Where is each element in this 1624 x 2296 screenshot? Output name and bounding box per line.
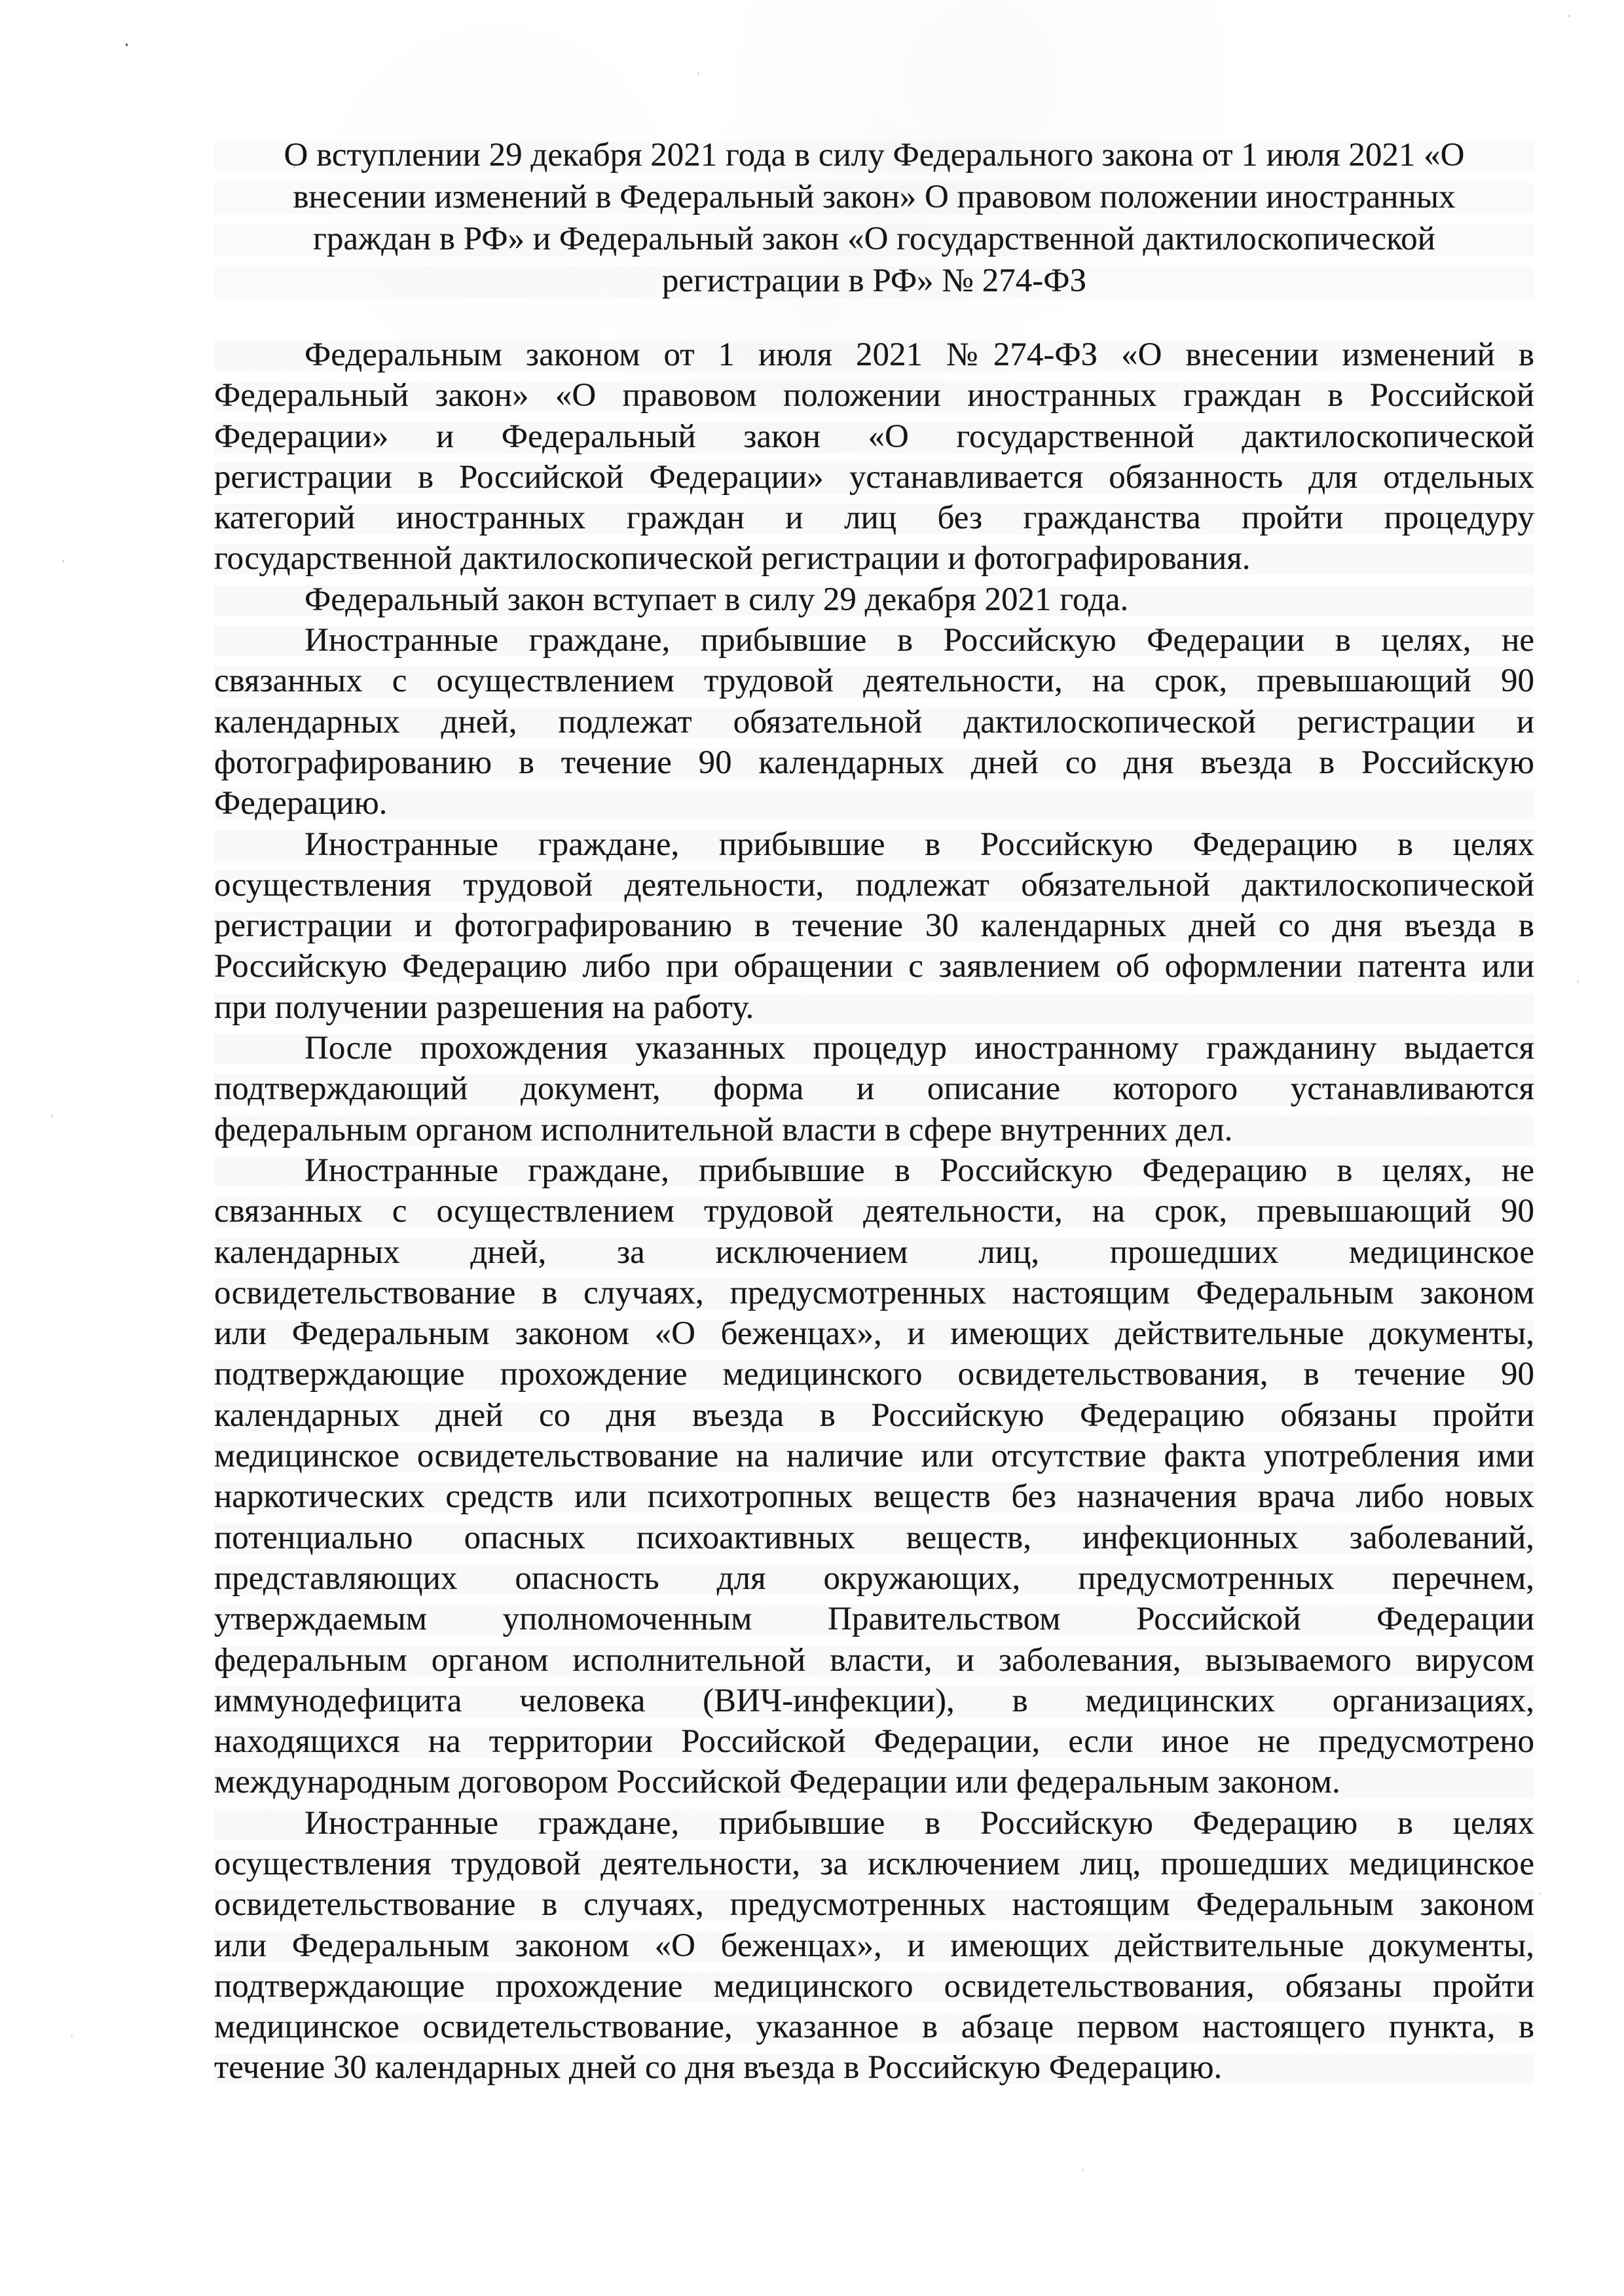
paragraph-2	[214, 579, 1534, 620]
document-content	[214, 134, 1534, 2088]
paragraph-7-line-4: или Федеральным законом «О беженцах», и имеющих действительные документы,	[214, 1925, 1534, 1966]
paragraph-3-line-4: фотографированию в течение 90 календарных дней со дня въезда в Российскую	[214, 742, 1534, 783]
paragraph-6-line-8: медицинское освидетельствование на наличие или отсутствие факта употребления ими	[214, 1436, 1534, 1476]
paragraph-3-line-3: календарных дней, подлежат обязательной дактилоскопической регистрации и	[214, 702, 1534, 742]
paragraph-6-line-7: календарных дней со дня въезда в Российскую Федерацию обязаны пройти	[214, 1395, 1534, 1436]
paragraph-7-line-1: Иностранные граждане, прибывшие в Российскую Федерацию в целях	[214, 1803, 1534, 1844]
title-line-2: внесении изменений в Федеральный закон» О правовом положении иностранных	[214, 176, 1534, 218]
paragraph-1-line-5: категорий иностранных граждан и лиц без гражданства пройти процедуру	[214, 498, 1534, 538]
paragraph-6-line-15: находящихся на территории Российской Федерации, если иное не предусмотрено	[214, 1721, 1534, 1762]
paragraph-3	[214, 620, 1534, 824]
paragraph-6-line-4: освидетельствование в случаях, предусмотренных настоящим Федеральным законом	[214, 1273, 1534, 1313]
paragraph-6-line-1: Иностранные граждане, прибывшие в Российскую Федерацию в целях, не	[214, 1150, 1534, 1191]
paragraph-5	[214, 1028, 1534, 1150]
paragraph-6-line-14: иммунодефицита человека (ВИЧ-инфекции), в медицинских организациях,	[214, 1681, 1534, 1721]
paragraph-6-line-13: федеральным органом исполнительной власти, и заболевания, вызываемого вирусом	[214, 1640, 1534, 1681]
title-line-3: граждан в РФ» и Федеральный закон «О государственной дактилоскопической	[214, 218, 1534, 260]
scan-artifacts	[0, 0, 2, 3]
paragraph-7	[214, 1803, 1534, 2088]
paragraph-2-line-1: Федеральный закон вступает в силу 29 декабря 2021 года.	[214, 579, 1534, 620]
paragraph-3-line-5: Федерацию.	[214, 783, 1534, 824]
paragraph-1-line-1: Федеральным законом от 1 июля 2021 №274-ФЗ «О внесении изменений в	[214, 335, 1534, 375]
paragraph-6	[214, 1150, 1534, 1803]
paragraph-6-line-6: подтверждающие прохождение медицинского освидетельствования, в течение 90	[214, 1354, 1534, 1394]
paragraph-4-line-4: Российскую Федерацию либо при обращении с заявлением об оформлении патента или	[214, 946, 1534, 987]
paragraph-6-line-5: или Федеральным законом «О беженцах», и имеющих действительные документы,	[214, 1313, 1534, 1354]
paragraph-4-line-3: регистрации и фотографированию в течение 30 календарных дней со дня въезда в	[214, 905, 1534, 946]
paragraph-6-line-2: связанных с осуществлением трудовой деятельности, на срок, превышающий 90	[214, 1191, 1534, 1231]
paragraph-1-line-3: Федерации» и Федеральный закон «О государственной дактилоскопической	[214, 416, 1534, 457]
paragraph-5-line-3: федеральным органом исполнительной власти в сфере внутренних дел.	[214, 1110, 1534, 1150]
paragraph-6-line-9: наркотических средств или психотропных веществ без назначения врача либо новых	[214, 1476, 1534, 1517]
paragraph-6-line-11: представляющих опасность для окружающих, предусмотренных перечнем,	[214, 1558, 1534, 1599]
paragraph-4-line-5: при получении разрешения на работу.	[214, 987, 1534, 1028]
paragraph-3-line-1: Иностранные граждане, прибывшие в Российскую Федерации в целях, не	[214, 620, 1534, 661]
paragraph-7-line-5: подтверждающие прохождение медицинского освидетельствования, обязаны пройти	[214, 1966, 1534, 2007]
paragraph-5-line-2: подтверждающий документ, форма и описание которого устанавливаются	[214, 1068, 1534, 1109]
paragraph-6-line-3: календарных дней, за исключением лиц, прошедших медицинское	[214, 1232, 1534, 1273]
paragraph-4	[214, 824, 1534, 1028]
paragraph-6-line-16: международным договором Российской Федерации или федеральным законом.	[214, 1762, 1534, 1802]
paragraph-6-line-12: утверждаемым уполномоченным Правительством Российской Федерации	[214, 1599, 1534, 1639]
title-line-1: О вступлении 29 декабря 2021 года в силу Федерального закона от 1 июля 2021 «О	[214, 134, 1534, 176]
title-line-4: регистрации в РФ» № 274-ФЗ	[214, 260, 1534, 302]
document-title	[214, 134, 1534, 302]
paragraph-1-line-6: государственной дактилоскопической регистрации и фотографирования.	[214, 538, 1534, 579]
paragraph-7-line-2: осуществления трудовой деятельности, за исключением лиц, прошедших медицинское	[214, 1844, 1534, 1884]
paragraph-1	[214, 335, 1534, 579]
paragraph-7-line-6: медицинское освидетельствование, указанное в абзаце первом настоящего пункта, в	[214, 2007, 1534, 2047]
paragraph-4-line-2: осуществления трудовой деятельности, подлежат обязательной дактилоскопической	[214, 865, 1534, 905]
paragraph-3-line-2: связанных с осуществлением трудовой деятельности, на срок, превышающий 90	[214, 661, 1534, 701]
document-body	[214, 335, 1534, 2088]
paragraph-5-line-1: После прохождения указанных процедур иностранному гражданину выдается	[214, 1028, 1534, 1068]
paragraph-7-line-7: течение 30 календарных дней со дня въезда в Российскую Федерацию.	[214, 2047, 1534, 2088]
paragraph-4-line-1: Иностранные граждане, прибывшие в Российскую Федерацию в целях	[214, 824, 1534, 865]
paragraph-1-line-4: регистрации в Российской Федерации» устанавливается обязанность для отдельных	[214, 457, 1534, 498]
paragraph-6-line-10: потенциально опасных психоактивных веществ, инфекционных заболеваний,	[214, 1518, 1534, 1558]
paragraph-7-line-3: освидетельствование в случаях, предусмотренных настоящим Федеральным законом	[214, 1884, 1534, 1925]
paragraph-1-line-2: Федеральный закон» «О правовом положении иностранных граждан в Российской	[214, 375, 1534, 416]
